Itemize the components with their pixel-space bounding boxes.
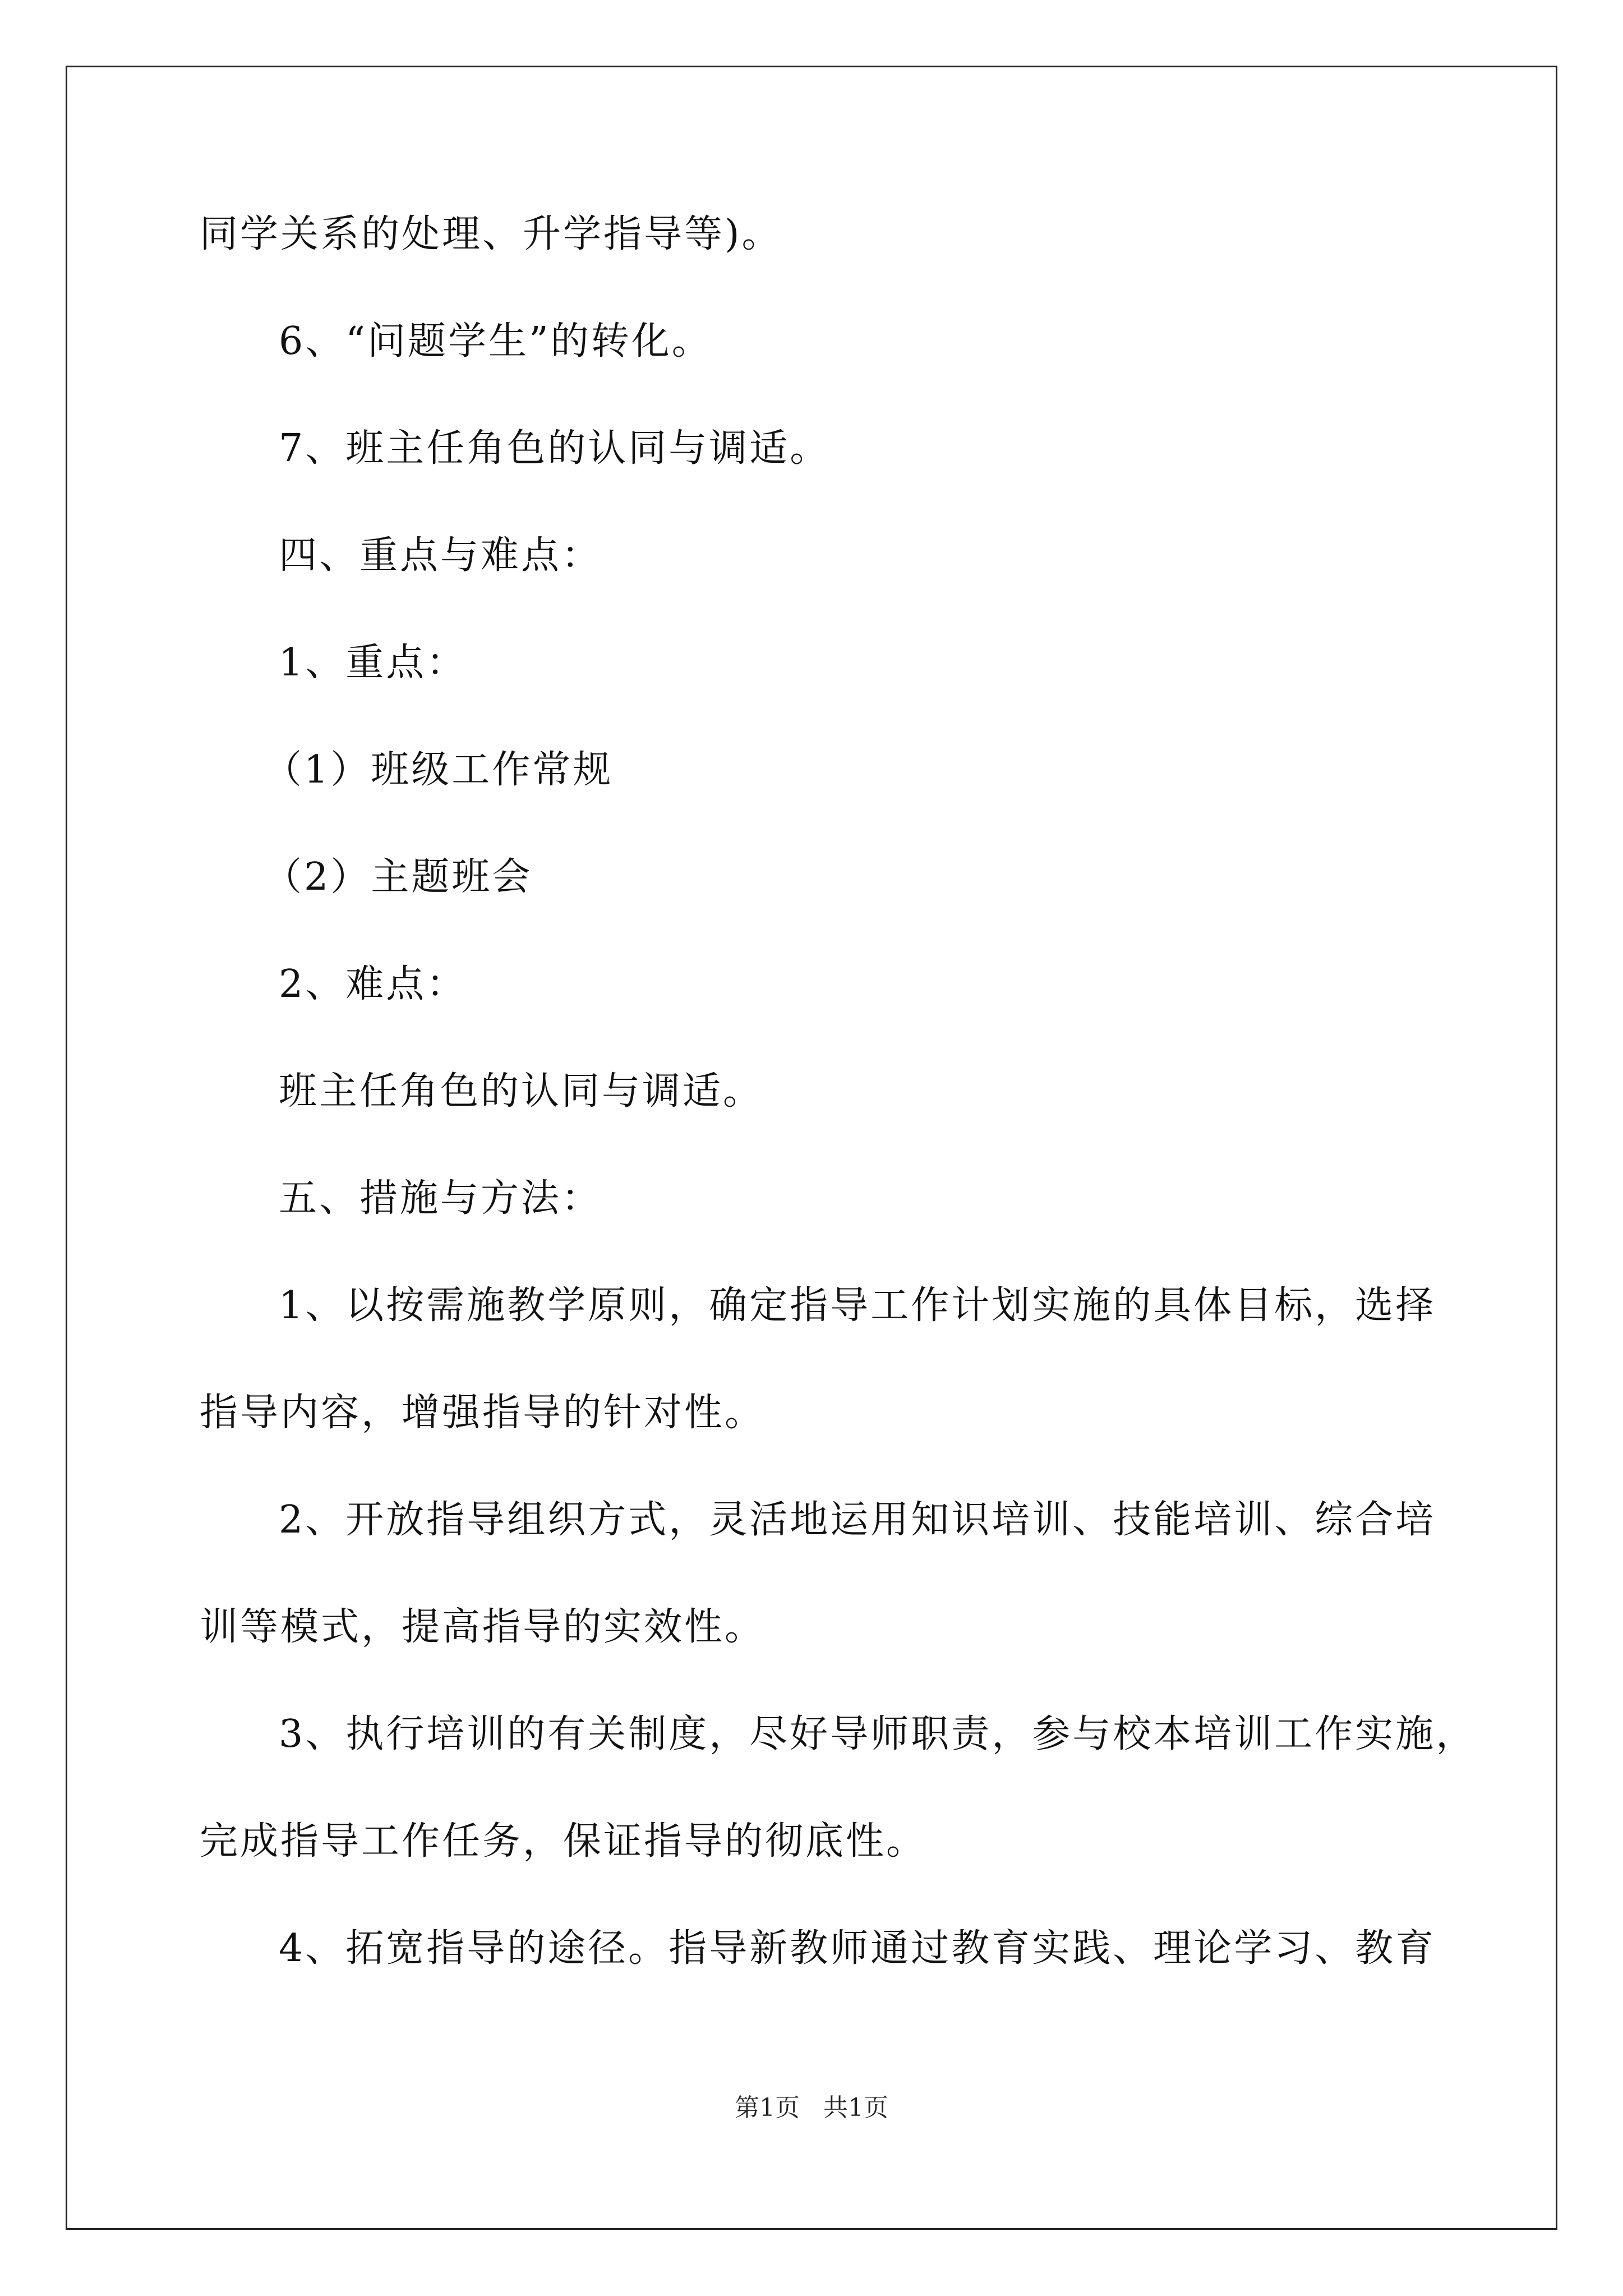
text-line-9: 班主任角色的认同与调适。 (279, 1069, 764, 1114)
text-line-5: 1、重点： (279, 641, 467, 685)
text-line-1: 同学关系的处理、升学指导等)。 (200, 212, 782, 256)
text-line-15: 3、执行培训的有关制度，尽好导师职责，参与校本培训工作实施， (279, 1712, 1477, 1756)
page-border (66, 66, 1557, 2230)
text-line-16: 完成指导工作任务，保证指导的彻底性。 (200, 1819, 927, 1864)
text-line-7: （2）主题班会 (264, 855, 533, 899)
text-line-6: （1）班级工作常规 (264, 748, 614, 792)
page-footer: 第1页 共1页 (735, 2093, 888, 2122)
text-line-3: 7、班主任角色的认同与调适。 (279, 426, 831, 471)
section-heading-5: 五、措施与方法： (279, 1176, 602, 1221)
text-line-13: 2、开放指导组织方式，灵活地运用知识培训、技能培训、综合培 (279, 1498, 1436, 1542)
text-line-2: 6、“问题学生”的转化。 (279, 319, 712, 364)
text-line-17: 4、拓宽指导的途径。指导新教师通过教育实践、理论学习、教育 (279, 1926, 1436, 1971)
text-line-14: 训等模式，提高指导的实效性。 (200, 1605, 766, 1649)
text-line-11: 1、以按需施教学原则，确定指导工作计划实施的具体目标，选择 (279, 1283, 1436, 1328)
section-heading-4: 四、重点与难点： (279, 533, 602, 578)
text-line-12: 指导内容，增强指导的针对性。 (200, 1391, 766, 1435)
text-line-8: 2、难点： (279, 962, 467, 1006)
